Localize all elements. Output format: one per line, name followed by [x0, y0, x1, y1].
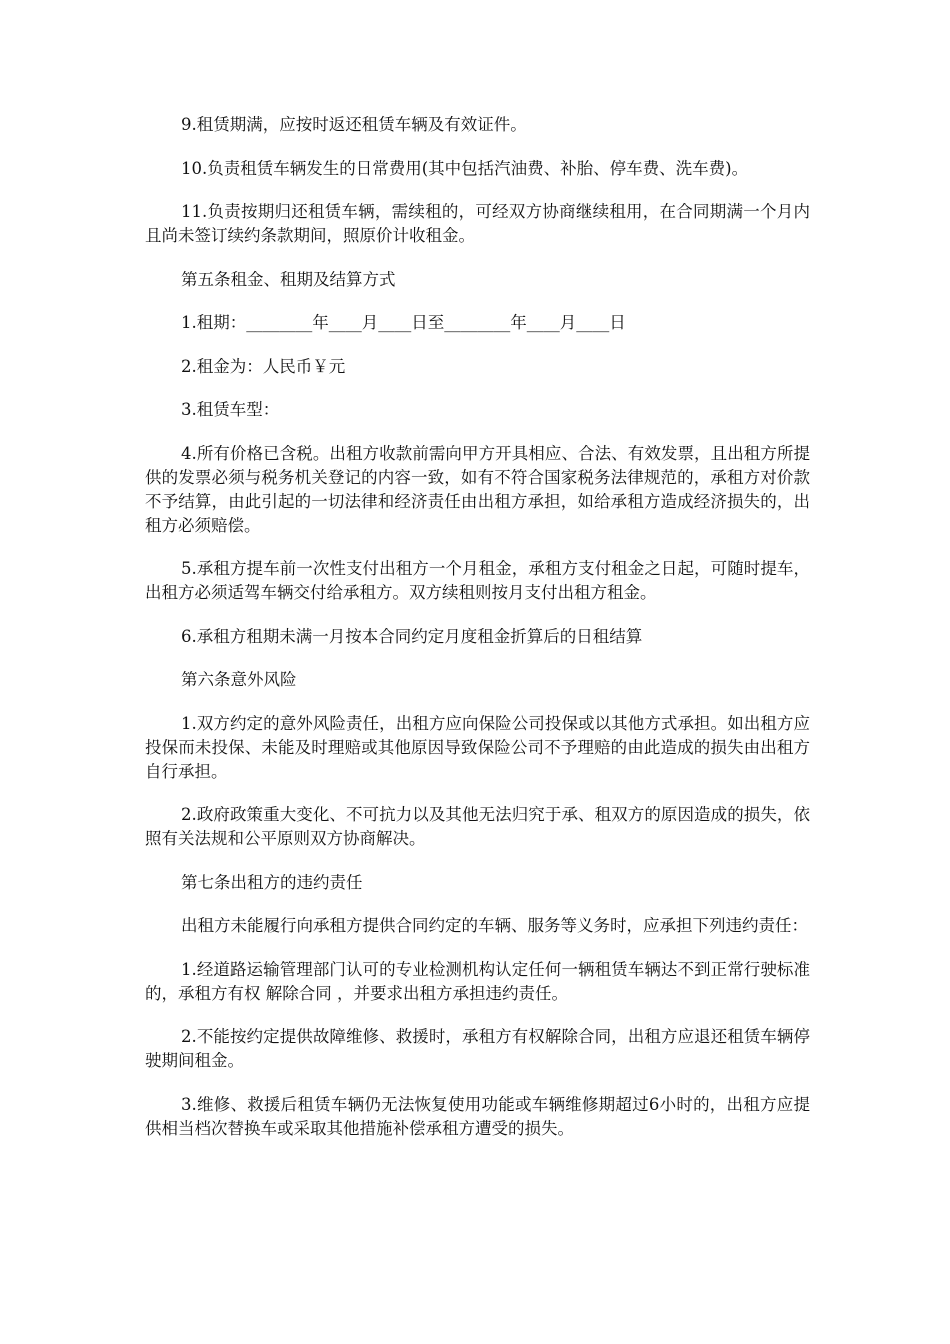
document-page: [145, 113, 810, 1160]
clause-6-heading: 第六条意外风险: [181, 670, 297, 689]
clause-5-item-3-vehicle-type: 3.租赁车型：: [181, 400, 280, 419]
clause-7-heading: 第七条出租方的违约责任: [181, 872, 363, 892]
clause-5-item-2-rent: 2.租金为：人民币￥元: [181, 356, 346, 376]
clause-7-item-2: 2.不能按约定提供故障维修、救援时，承租方有权解除合同，出租方应退还租赁车辆停驶期间租金。: [145, 1027, 810, 1070]
clause-7-item-3: 3.维修、救援后租赁车辆仍无法恢复使用功能或车辆维修期超过6小时的，出租方应提供相当档次替换车或采取其他措施补偿承租方遭受的损失。: [145, 1094, 810, 1138]
clause-4-item-10: 10.负责租赁车辆发生的日常费用(其中包括汽油费、补胎、停车费、洗车费)。: [181, 158, 749, 178]
clause-6-item-1: 1.双方约定的意外风险责任，出租方应向保险公司投保或以其他方式承担。如出租方应投保而未投保、未能及时理赔或其他原因导致保险公司不予理赔的由此造成的损失由出租方自行承担。: [145, 713, 810, 781]
clause-7-item-1: 1.经道路运输管理部门认可的专业检测机构认定任何一辆租赁车辆达不到正常行驶标准的，承租方有权 解除合同 ，并要求出租方承担违约责任。: [145, 959, 810, 1003]
clause-5-item-1-lease-term: 1.租期：________年____月____日至________年____月____日: [181, 313, 626, 332]
clause-4-item-9: 9.租赁期满，应按时返还租赁车辆及有效证件。: [181, 115, 527, 134]
clause-4-item-11: 11.负责按期归还租赁车辆，需续租的，可经双方协商继续租用，在合同期满一个月内且尚未签订续约条款期间，照原价计收租金。: [145, 202, 810, 245]
clause-5-item-5: 5.承租方提车前一次性支付出租方一个月租金，承租方支付租金之日起，可随时提车，出租方必须适驾车辆交付给承租方。双方续租则按月支付出租方租金。: [145, 559, 810, 602]
clause-5-heading: 第五条租金、租期及结算方式: [181, 269, 396, 289]
clause-6-item-2: 2.政府政策重大变化、不可抗力以及其他无法归究于承、租双方的原因造成的损失，依照有关法规和公平原则双方协商解决。: [145, 805, 810, 848]
clause-5-item-4: 4.所有价格已含税。出租方收款前需向甲方开具相应、合法、有效发票，且出租方所提供的发票必须与税务机关登记的内容一致，如有不符合国家税务法律规范的，承租方对价款不予结算，由此引起的一切法律和经济责任由出租方承担，如给承租方造成经济损失的，出租方必须赔偿。: [145, 443, 810, 535]
clause-5-item-6: 6.承租方租期未满一月按本合同约定月度租金折算后的日租结算: [181, 626, 643, 646]
clause-7-intro: 出租方未能履行向承租方提供合同约定的车辆、服务等义务时，应承担下列违约责任：: [181, 916, 808, 935]
